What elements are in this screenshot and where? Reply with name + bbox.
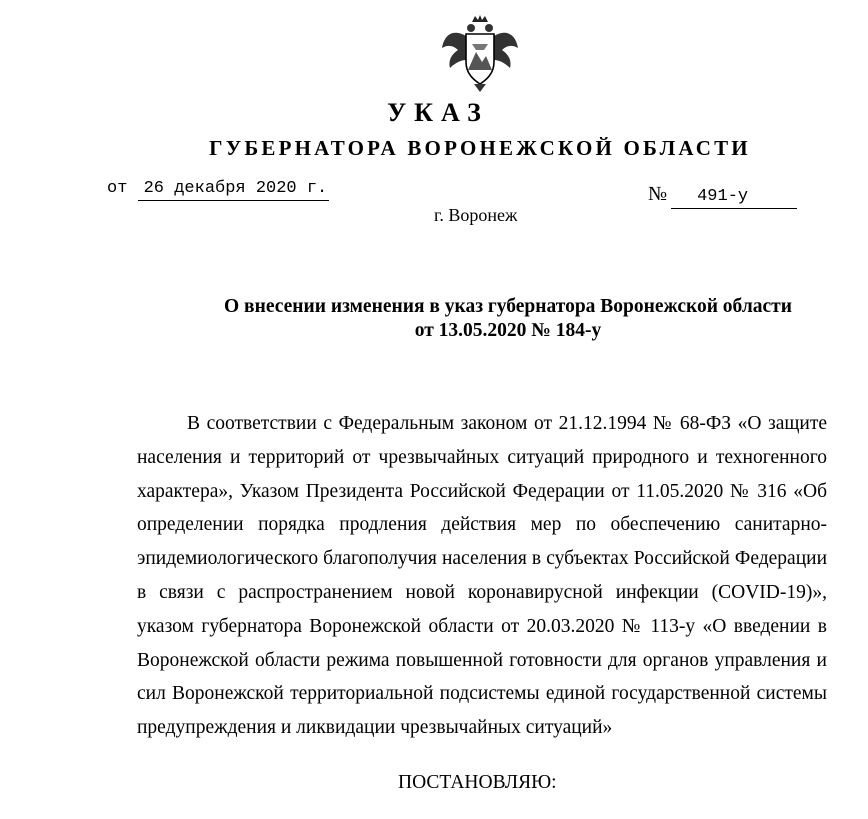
- number-value: 491-у: [671, 187, 797, 209]
- document-title: УКАЗ: [387, 98, 489, 127]
- document-heading: [140, 295, 868, 343]
- number-sign: №: [648, 183, 668, 205]
- coat-of-arms-icon: [438, 14, 522, 94]
- date-field: [107, 179, 329, 201]
- body-paragraph: В соответствии с Федеральным законом от 21.12.1994 № 68-ФЗ «О защите населения и территорий от чрезвычайных ситуаций природного и техногенного характера», Указом Президента Российской Федерации от 11.05.2020 № 316 «Об определении порядка продления действия мер по обеспечению санитарно-эпидемиологического благополучия населения в субъектах Российской Федерации в связи с распространением новой коронавирусной инфекции (COVID-19)», указом губернатора Воронежской области от 20.03.2020 № 113-у «О введении в Воронежской области режима повышенной готовности для органов управления и сил Воронежской территориальной подсистемы единой государственной системы предупреждения и ликвидации чрезвычайных ситуаций»: [137, 413, 827, 739]
- document-subtitle: ГУБЕРНАТОРА ВОРОНЕЖСКОЙ ОБЛАСТИ: [209, 136, 751, 160]
- city-label: г. Воронеж: [434, 205, 518, 225]
- date-prefix: от: [107, 179, 128, 198]
- heading-line-1: О внесении изменения в указ губернатора Воронежской области: [224, 296, 792, 317]
- number-field: [648, 183, 797, 209]
- date-value: 26 декабря 2020 г.: [138, 179, 330, 201]
- decree-word: ПОСТАНОВЛЯЮ:: [398, 772, 557, 793]
- heading-line-2: от 13.05.2020 № 184-у: [414, 320, 602, 341]
